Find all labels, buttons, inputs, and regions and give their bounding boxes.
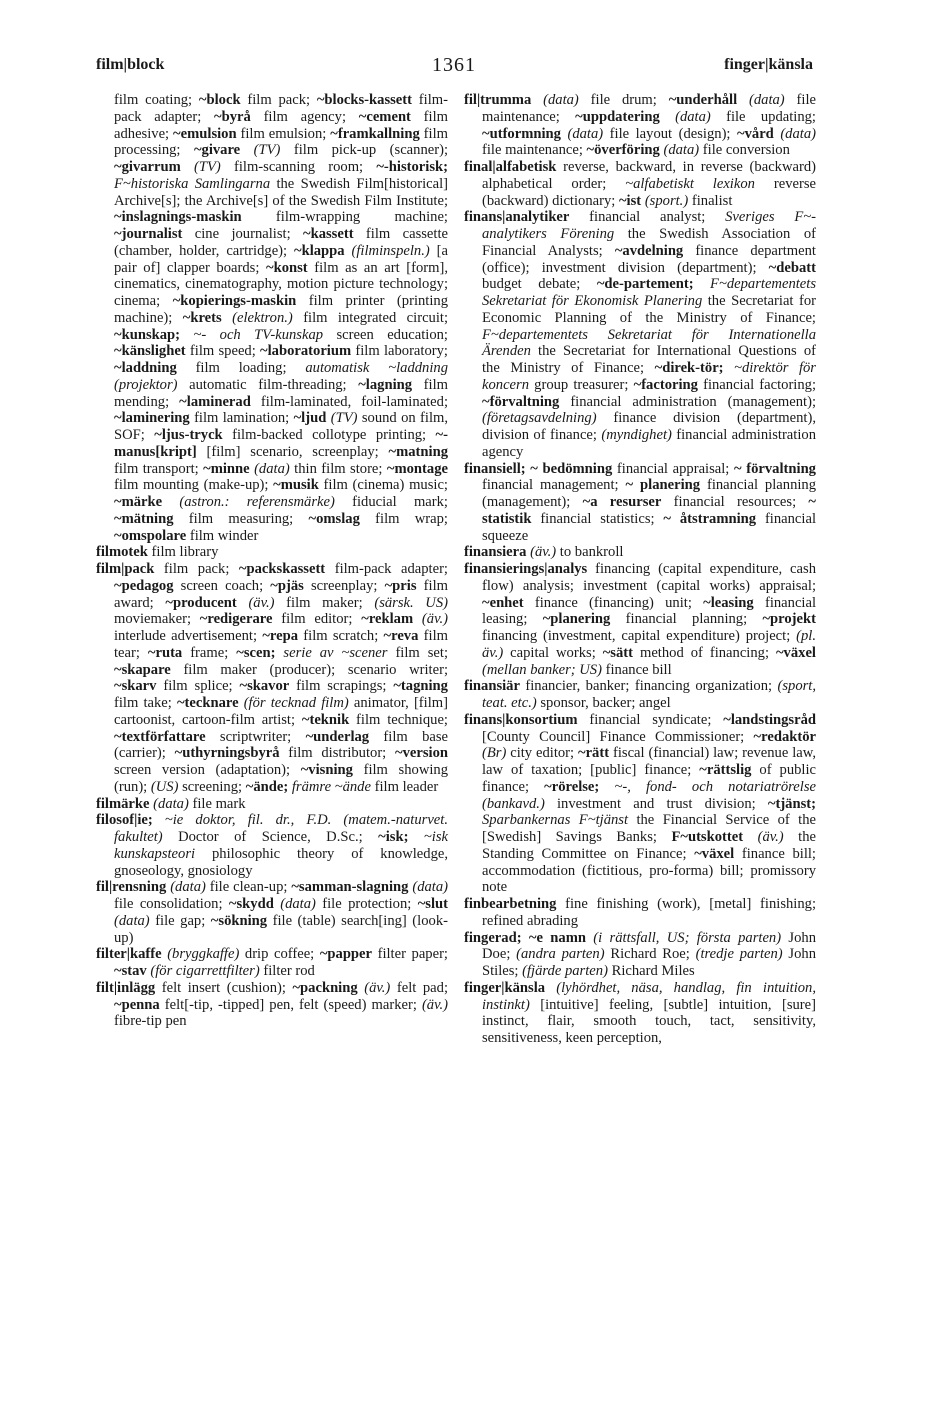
dictionary-entry: film|pack film pack; ~packskassett film-pack adapter; ~pedagog screen coach; ~pjäs screenplay; ~pris film award; ~producent (äv.) film maker; (särsk. US) moviemaker; ~redigerare film editor; ~reklam (äv.) interlude advertisement; ~repa film scratch; ~reva film tear; ~ruta frame; ~scen; serie av ~scener film set; ~skapare film maker (producer); scenario writer; ~skarv film splice; ~skavor film scrapings; ~tagning film take; ~tecknare (för tecknad film) animator, [film] cartoonist, cartoon-film artist; ~teknik film technique; ~textförfattare scriptwriter; ~underlag film base (carrier); ~uthyrningsbyrå film distributor; ~version screen version (adaptation); ~visning film showing (run); (US) screening; ~ände; främre ~ände film leader (96, 561, 449, 795)
dictionary-entry: film coating; ~block film pack; ~blocks-kassett film-pack adapter; ~byrå film agency; ~cement film adhesive; ~emulsion film emulsion; ~framkallning film processing; ~givare (TV) film pick-up (scanner); ~givarrum (TV) film-scanning room; ~-historisk; F~historiska Samlingarna the Swedish Film[historical] Archive[s]; the Archive[s] of the Swedish Film Institute; ~inslagnings-maskin film-wrapping machine; ~journalist cine journalist; ~kassett film cassette (chamber, holder, cartridge); ~klappa (filminspeln.) [a pair of] clapper boards; ~konst film as an art [form], cinematics, cinematography, motion picture technology; cinema; ~kopierings-maskin film printer (printing machine); ~krets (elektron.) film integrated circuit; ~kunskap; ~- och TV-kunskap screen education; ~känslighet film speed; ~laboratorium film laboratory; ~laddning film loading; automatisk ~laddning (projektor) automatic film-threading; ~lagning film mending; ~laminerad film-laminated, foil-laminated; ~laminering film lamination; ~ljud (TV) sound on film, SOF; ~ljus-tryck film-backed collotype printing; ~-manus[kript] [film] scenario, screenplay; ~matning film transport; ~minne (data) thin film store; ~montage film mounting (make-up); ~musik film (cinema) music; ~märke (astron.: referensmärke) fiducial mark; ~mätning film measuring; ~omslag film wrap; ~omspolare film winder (114, 92, 449, 544)
dictionary-entry: filt|inlägg felt insert (cushion); ~packning (äv.) felt pad; ~penna felt[-tip, -tipped] pen, felt (speed) marker; (äv.) fibre-tip pen (96, 979, 448, 1030)
dictionary-entry: finansierings|analys financing (capital expenditure, cash flow) analysis; investment (capital works) appraisal; ~enhet finance (financing) unit; ~leasing financial leasing; ~planering financial planning; ~projekt financing (investment, capital expenditure) project; (pl. äv.) capital works; ~sätt method of financing; ~växel (mellan banker; US) finance bill (464, 561, 817, 678)
dictionary-entry: finans|konsortium financial syndicate; ~landstingsråd [County Council] Finance Commissioner; ~redaktör (Br) city editor; ~rätt fiscal (financial) law; revenue law, law of taxation; [public] finance; ~rättslig of public finance; ~rörelse; ~-, fond- och notariatrörelse (bankavd.) investment and trust division; ~tjänst; Sparbankernas F~tjänst the Financial Service of the [Swedish] Savings Banks; F~utskottet (äv.) the Standing Committee on Finance; ~växel finance bill; accommodation (fictitious, pro-forma) bill; promissory note (464, 711, 817, 896)
dictionary-entry: filter|kaffe (bryggkaffe) drip coffee; ~papper filter paper; ~stav (för cigarrettfilter) filter rod (96, 946, 448, 979)
page-header (0, 54, 928, 80)
right-column (464, 92, 816, 1047)
right-guide-word: finger|känsla (724, 56, 813, 73)
dictionary-entry: fil|trumma (data) file drum; ~underhåll (data) file maintenance; ~uppdatering (data) file updating; ~utformning (data) file layout (design); ~vård (data) file maintenance; ~överföring (data) file conversion (464, 92, 816, 159)
dictionary-entry: filmotek film library (96, 544, 219, 561)
dictionary-entry: filosof|ie; ~ie doktor, fil. dr., F.D. (matem.-naturvet. fakultet) Doctor of Science, D.Sc.; ~isk; ~isk kunskapsteori philosophic theory of knowledge, gnoseology, gnosiology (96, 812, 449, 879)
dictionary-entry: finansiera (äv.) to bankroll (464, 544, 624, 561)
dictionary-entry: finger|känsla (lyhördhet, näsa, handlag, fin intuition, instinkt) [intuitive] feeling, [subtle] intuition, [sure] instinct, flair, smooth touch, tact, sensitivity, sensitiveness, keen perception, (464, 979, 816, 1046)
dictionary-entry: fingerad; ~e namn (i rättsfall, US; första parten) John Doe; (andra parten) Richard Roe; (tredje parten) John Stiles; (fjärde parten) Richard Miles (464, 929, 816, 979)
dictionary-entry: final|alfabetisk reverse, backward, in reverse (backward) alphabetical order; ~alfabetiskt lexikon reverse (backward) dictionary; ~ist (sport.) finalist (464, 159, 817, 209)
dictionary-entry: finbearbetning fine finishing (work), [metal] finishing; refined abrading (464, 896, 816, 929)
page-number: 1361 (432, 54, 476, 76)
dictionary-entry: finansiell; ~ bedömning financial appraisal; ~ förvaltning financial management; ~ planering financial planning (management); ~a resurser financial resources; ~ statistik financial statistics; ~ åtstramning financial squeeze (464, 460, 817, 544)
dictionary-entry: filmärke (data) file mark (96, 795, 246, 812)
left-column (96, 92, 448, 1030)
dictionary-entry: finansiär financier, banker; financing organization; (sport, teat. etc.) sponsor, backer; angel (464, 678, 816, 711)
dictionary-entry: fil|rensning (data) file clean-up; ~samman-slagning (data) file consolidation; ~skydd (data) file protection; ~slut (data) file gap; ~sökning file (table) search[ing] (look-up) (96, 879, 449, 946)
dictionary-entry: finans|analytiker financial analyst; Sveriges F~-analytikers Förening the Swedish Association of Financial Analysts; ~avdelning finance department (office); investment division (department); ~debatt budget debate; ~de-partement; F~departementets Sekretariat för Ekonomisk Planering the Secretariat for Economic Planning of the Ministry of Finance; F~departementets Sekretariat för Internationella Ärenden the Secretariat for International Questions of the Ministry of Finance; ~direk-tör; ~direktör för koncern group treasurer; ~factoring financial factoring; ~förvaltning financial administration (management); (företagsavdelning) finance division (department), division of finance; (myndighet) financial administration agency (464, 209, 817, 460)
left-guide-word: film|block (96, 56, 165, 73)
